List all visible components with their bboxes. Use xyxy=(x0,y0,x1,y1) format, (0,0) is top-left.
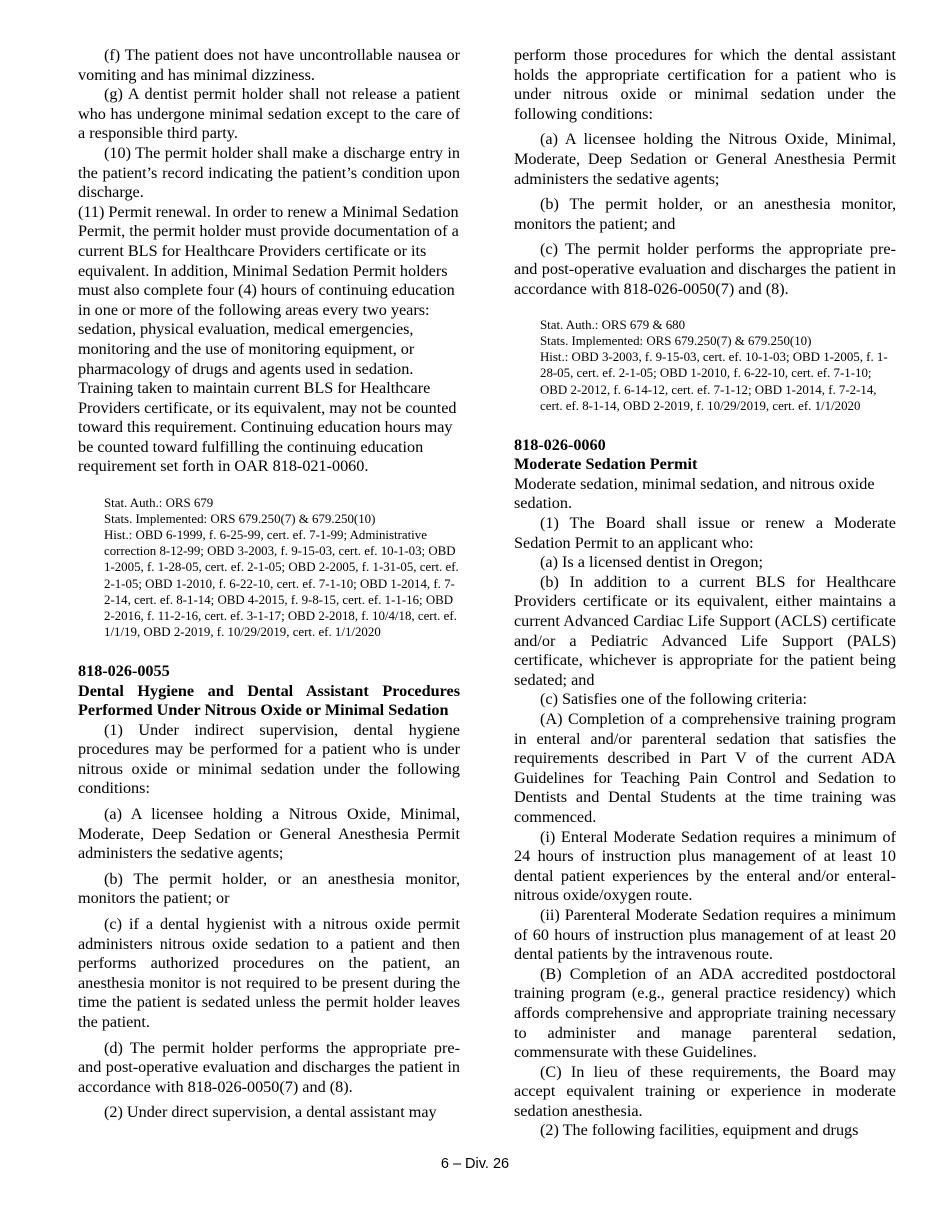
paragraph: (a) A licensee holding a Nitrous Oxide, Minimal, Moderate, Deep Sedation or General Anesthesia Permit administers the sedative agents; xyxy=(78,805,460,863)
section-title: Dental Hygiene and Dental Assistant Procedures Performed Under Nitrous Oxide or Minimal Sedation xyxy=(78,681,460,720)
statutory-authority-note xyxy=(540,317,896,414)
paragraph-permit-renewal: (11) Permit renewal. In order to renew a Minimal Sedation Permit, the permit holder must provide documentation of a current BLS for Healthcare Providers certificate or its equivalent. In addition, Minimal Sedation Permit holders must also complete four (4) hours of continuing education in one or more of the following areas every two years: sedation, physical evaluation, medical emergencies, monitoring and the use of monitoring equipment, or pharmacology of drugs and agents used in sedation. Training taken to maintain current BLS for Healthcare Providers certificate, or its equivalent, may not be counted toward this requirement. Continuing education hours may be counted toward fulfilling the continuing education requirement set forth in OAR 818-021-0060. xyxy=(78,202,459,476)
paragraph: (2) Under direct supervision, a dental assistant may xyxy=(104,1103,437,1122)
right-column xyxy=(514,46,896,1141)
paragraph: (i) Enteral Moderate Sedation requires a minimum of 24 hours of instruction plus management of at least 10 dental patient experiences by the enteral and/or enteral-nitrous oxide/oxygen route. xyxy=(514,827,896,905)
history-note: Hist.: OBD 3-2003, f. 9-15-03, cert. ef. 10-1-03; OBD 1-2005, f. 1-28-05, cert. ef. 2-1-05; OBD 1-2010, f. 6-22-10, cert. ef. 7-1-10; OBD 2-2012, f. 6-14-12, cert. ef. 7-1-12; OBD 1-2014, f. 7-2-14, cert. ef. 8-1-14, OBD 2-2019, f. 10/29/2019, cert. ef. 1/1/2020 xyxy=(540,350,888,413)
paragraph: (B) Completion of an ADA accredited postdoctoral training program (e.g., general practice residency) which affords comprehensive and appropriate training necessary to administer and manage parenteral sedation, commensurate with these Guidelines. xyxy=(514,964,896,1062)
paragraph: (c) Satisfies one of the following criteria: xyxy=(540,690,808,709)
stat-auth: Stat. Auth.: ORS 679 xyxy=(104,496,214,511)
stats-implemented: Stats. Implemented: ORS 679.250(7) & 679.250(10) xyxy=(104,512,376,527)
statutory-authority-note xyxy=(104,495,460,640)
section-number: 818-026-0055 xyxy=(78,661,170,680)
left-column xyxy=(78,46,460,1123)
paragraph: (d) The permit holder performs the appropriate pre- and post-operative evaluation and discharges the patient in accordance with 818-026-0050(7) and (8). xyxy=(78,1038,460,1096)
paragraph: (1) The Board shall issue or renew a Moderate Sedation Permit to an applicant who: xyxy=(514,514,896,552)
section-intro: Moderate sedation, minimal sedation, and nitrous oxide sedation. xyxy=(514,474,875,513)
paragraph: (b) In addition to a current BLS for Healthcare Providers certificate or its equivalent, either maintains a current Advanced Cardiac Life Support (ACLS) certificate and/or a Pediatric Advanced Life Support (PALS) certificate, whichever is appropriate for the patient being sedated; and xyxy=(514,572,896,689)
page-footer: 6 – Div. 26 xyxy=(440,1156,510,1172)
history-note: Hist.: OBD 6-1999, f. 6-25-99, cert. ef. 7-1-99; Administrative correction 8-12-99; OBD 3-2003, f. 9-15-03, cert. ef. 10-1-03; OBD 1-2005, f. 1-28-05, cert. ef. 2-1-05; OBD 2-2005, f. 1-31-05, cert. ef. 2-1-05; OBD 1-2010, f. 6-22-10, cert. ef. 7-1-10; OBD 1-2014, f. 7-2-14, cert. ef. 8-1-14; OBD 4-2015, f. 9-8-15, cert. ef. 1-1-16; OBD 2-2016, f. 11-2-16, cert. ef. 3-1-17; OBD 2-2018, f. 10/4/18, cert. ef. 1/1/19, OBD 2-2019, f. 10/29/2019, cert. ef. 1/1/2020 xyxy=(104,528,459,639)
paragraph: (c) if a dental hygienist with a nitrous oxide permit administers nitrous oxide sedation to a patient and then performs authorized procedures on the patient, an anesthesia monitor is not required to be present during the time the patient is sedated unless the permit holder leaves the patient. xyxy=(78,915,460,1031)
paragraph: (g) A dentist permit holder shall not release a patient who has undergone minimal sedation except to the care of a responsible third party. xyxy=(78,85,460,143)
paragraph: (c) The permit holder performs the appropriate pre- and post-operative evaluation and discharges the patient in accordance with 818-026-0050(7) and (8). xyxy=(514,240,896,298)
paragraph: (f) The patient does not have uncontrollable nausea or vomiting and has minimal dizziness. xyxy=(78,46,460,84)
paragraph: (b) The permit holder, or an anesthesia monitor, monitors the patient; and xyxy=(514,195,896,233)
section-number: 818-026-0060 xyxy=(514,435,606,454)
paragraph: (10) The permit holder shall make a discharge entry in the patient’s record indicating the patient’s condition upon discharge. xyxy=(78,143,460,202)
stats-implemented: Stats. Implemented: ORS 679.250(7) & 679.250(10) xyxy=(540,334,812,349)
stat-auth: Stat. Auth.: ORS 679 & 680 xyxy=(540,318,686,333)
paragraph: (2) The following facilities, equipment and drugs xyxy=(540,1121,859,1140)
paragraph: (a) Is a licensed dentist in Oregon; xyxy=(540,553,763,572)
paragraph: (ii) Parenteral Moderate Sedation requires a minimum of 60 hours of instruction plus management of at least 20 dental patients by the intravenous route. xyxy=(514,905,896,964)
paragraph: (A) Completion of a comprehensive training program in enteral and/or parenteral sedation that satisfies the requirements described in Part V of the current ADA Guidelines for Teaching Pain Control and Sedation to Dentists and Dental Students at the time training was commenced. xyxy=(514,710,896,826)
paragraph: (C) In lieu of these requirements, the Board may accept equivalent training or experience in moderate sedation anesthesia. xyxy=(514,1062,896,1120)
paragraph-continued: perform those procedures for which the dental assistant holds the appropriate certification for a patient who is under nitrous oxide or minimal sedation under the following conditions: xyxy=(514,46,896,123)
paragraph: (1) Under indirect supervision, dental hygiene procedures may be performed for a patient who is under nitrous oxide or minimal sedation under the following conditions: xyxy=(78,720,460,798)
paragraph: (b) The permit holder, or an anesthesia monitor, monitors the patient; or xyxy=(78,869,460,908)
paragraph: (a) A licensee holding the Nitrous Oxide, Minimal, Moderate, Deep Sedation or General Anesthesia Permit administers the sedative agents; xyxy=(514,130,896,188)
section-title: Moderate Sedation Permit xyxy=(514,455,698,474)
